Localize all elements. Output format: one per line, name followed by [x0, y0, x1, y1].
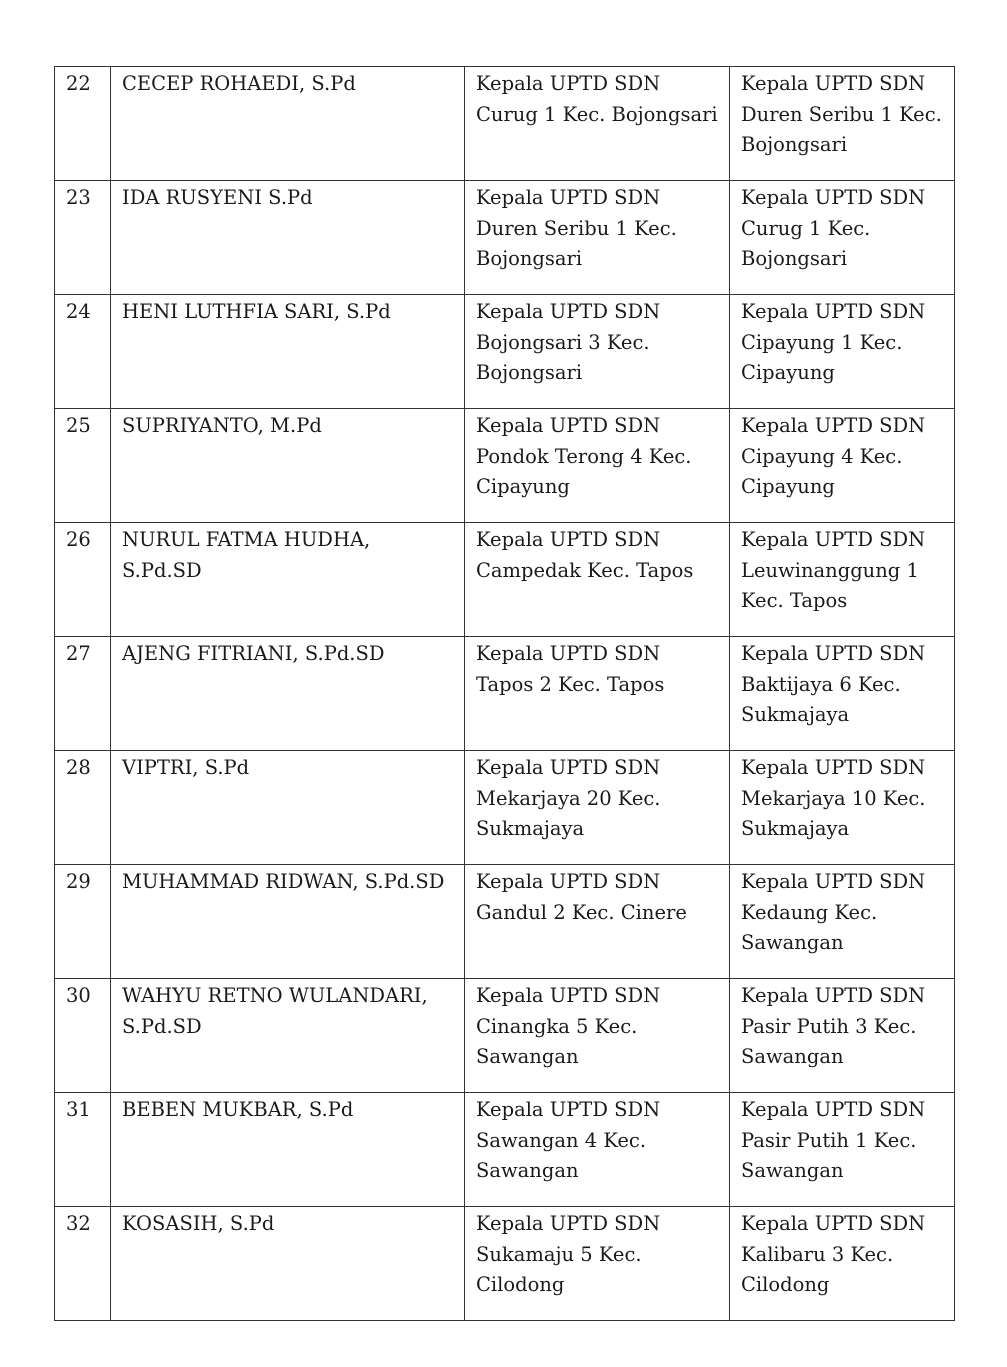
- assignment-table: [54, 66, 955, 1321]
- new-position: Kepala UPTD SDN Mekarjaya 10 Kec. Sukmajaya: [730, 751, 955, 865]
- person-name: NURUL FATMA HUDHA, S.Pd.SD: [111, 523, 465, 637]
- previous-position: Kepala UPTD SDN Mekarjaya 20 Kec. Sukmajaya: [465, 751, 730, 865]
- table-row: [55, 751, 955, 865]
- new-position: Kepala UPTD SDN Cipayung 4 Kec. Cipayung: [730, 409, 955, 523]
- person-name: AJENG FITRIANI, S.Pd.SD: [111, 637, 465, 751]
- row-number: 27: [55, 637, 111, 751]
- new-position: Kepala UPTD SDN Duren Seribu 1 Kec. Bojongsari: [730, 67, 955, 181]
- table-row: [55, 295, 955, 409]
- previous-position: Kepala UPTD SDN Duren Seribu 1 Kec. Bojongsari: [465, 181, 730, 295]
- new-position: Kepala UPTD SDN Leuwinanggung 1 Kec. Tapos: [730, 523, 955, 637]
- previous-position: Kepala UPTD SDN Cinangka 5 Kec. Sawangan: [465, 979, 730, 1093]
- row-number: 29: [55, 865, 111, 979]
- new-position: Kepala UPTD SDN Pasir Putih 3 Kec. Sawangan: [730, 979, 955, 1093]
- row-number: 31: [55, 1093, 111, 1207]
- new-position: Kepala UPTD SDN Baktijaya 6 Kec. Sukmajaya: [730, 637, 955, 751]
- row-number: 24: [55, 295, 111, 409]
- new-position: Kepala UPTD SDN Curug 1 Kec. Bojongsari: [730, 181, 955, 295]
- previous-position: Kepala UPTD SDN Curug 1 Kec. Bojongsari: [465, 67, 730, 181]
- row-number: 28: [55, 751, 111, 865]
- table-row: [55, 409, 955, 523]
- row-number: 22: [55, 67, 111, 181]
- row-number: 30: [55, 979, 111, 1093]
- previous-position: Kepala UPTD SDN Bojongsari 3 Kec. Bojongsari: [465, 295, 730, 409]
- person-name: VIPTRI, S.Pd: [111, 751, 465, 865]
- previous-position: Kepala UPTD SDN Pondok Terong 4 Kec. Cipayung: [465, 409, 730, 523]
- previous-position: Kepala UPTD SDN Sukamaju 5 Kec. Cilodong: [465, 1207, 730, 1321]
- new-position: Kepala UPTD SDN Cipayung 1 Kec. Cipayung: [730, 295, 955, 409]
- new-position: Kepala UPTD SDN Kedaung Kec. Sawangan: [730, 865, 955, 979]
- row-number: 32: [55, 1207, 111, 1321]
- person-name: HENI LUTHFIA SARI, S.Pd: [111, 295, 465, 409]
- table-row: [55, 1093, 955, 1207]
- table-row: [55, 979, 955, 1093]
- person-name: MUHAMMAD RIDWAN, S.Pd.SD: [111, 865, 465, 979]
- row-number: 23: [55, 181, 111, 295]
- person-name: SUPRIYANTO, M.Pd: [111, 409, 465, 523]
- previous-position: Kepala UPTD SDN Gandul 2 Kec. Cinere: [465, 865, 730, 979]
- person-name: IDA RUSYENI S.Pd: [111, 181, 465, 295]
- previous-position: Kepala UPTD SDN Tapos 2 Kec. Tapos: [465, 637, 730, 751]
- new-position: Kepala UPTD SDN Kalibaru 3 Kec. Cilodong: [730, 1207, 955, 1321]
- table-row: [55, 181, 955, 295]
- person-name: KOSASIH, S.Pd: [111, 1207, 465, 1321]
- previous-position: Kepala UPTD SDN Sawangan 4 Kec. Sawangan: [465, 1093, 730, 1207]
- previous-position: Kepala UPTD SDN Campedak Kec. Tapos: [465, 523, 730, 637]
- new-position: Kepala UPTD SDN Pasir Putih 1 Kec. Sawangan: [730, 1093, 955, 1207]
- person-name: WAHYU RETNO WULANDARI, S.Pd.SD: [111, 979, 465, 1093]
- person-name: BEBEN MUKBAR, S.Pd: [111, 1093, 465, 1207]
- person-name: CECEP ROHAEDI, S.Pd: [111, 67, 465, 181]
- row-number: 25: [55, 409, 111, 523]
- table-row: [55, 637, 955, 751]
- table-row: [55, 67, 955, 181]
- table-row: [55, 865, 955, 979]
- table-row: [55, 1207, 955, 1321]
- row-number: 26: [55, 523, 111, 637]
- table-row: [55, 523, 955, 637]
